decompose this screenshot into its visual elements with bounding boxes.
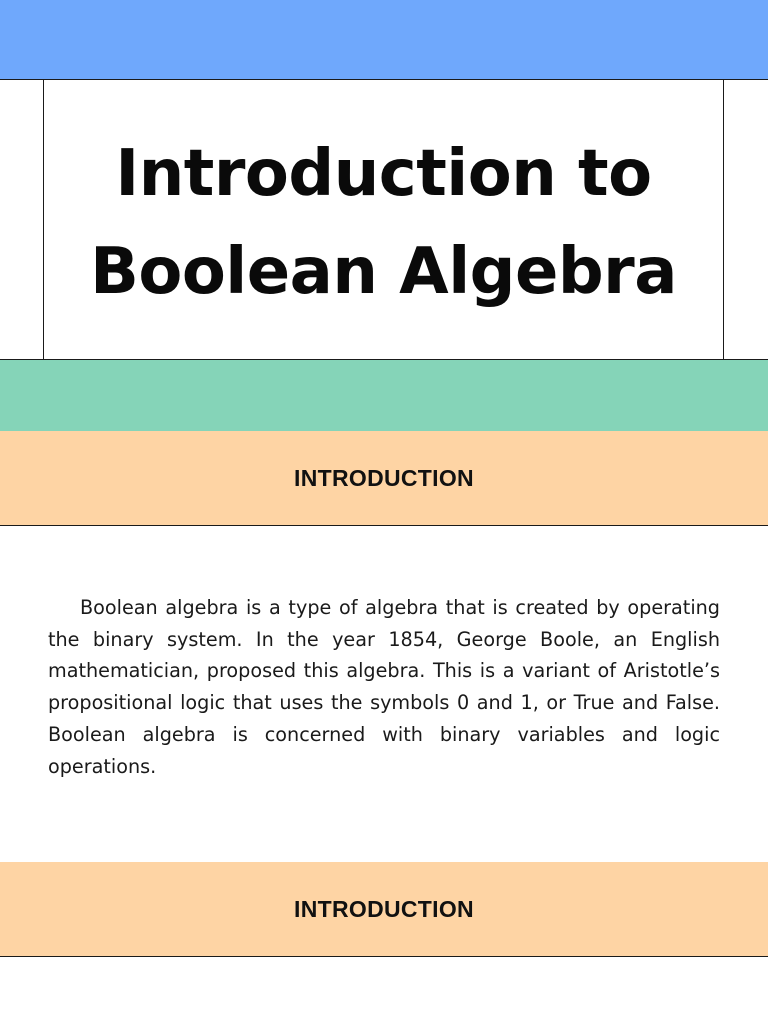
page-title: Introduction to Boolean Algebra: [90, 136, 677, 309]
introduction-paragraph: Boolean algebra is a type of algebra that is created by operating the binary system. In the year 1854, George Boole, an English mathematician, proposed this algebra. This is a variant of Aristotle’s propositional logic that uses the symbols 0 and 1, or True and False. Boolean algebra is concerned with binary variables and logic operations.: [48, 596, 720, 778]
title-area: [0, 80, 768, 359]
top-color-band: [0, 0, 768, 80]
section-heading: INTRODUCTION: [294, 464, 474, 491]
section-header-introduction-2: [0, 862, 768, 957]
section-header-introduction: [0, 431, 768, 526]
title-box: [43, 80, 724, 359]
section-heading: INTRODUCTION: [294, 895, 474, 922]
green-color-band: [0, 359, 768, 431]
